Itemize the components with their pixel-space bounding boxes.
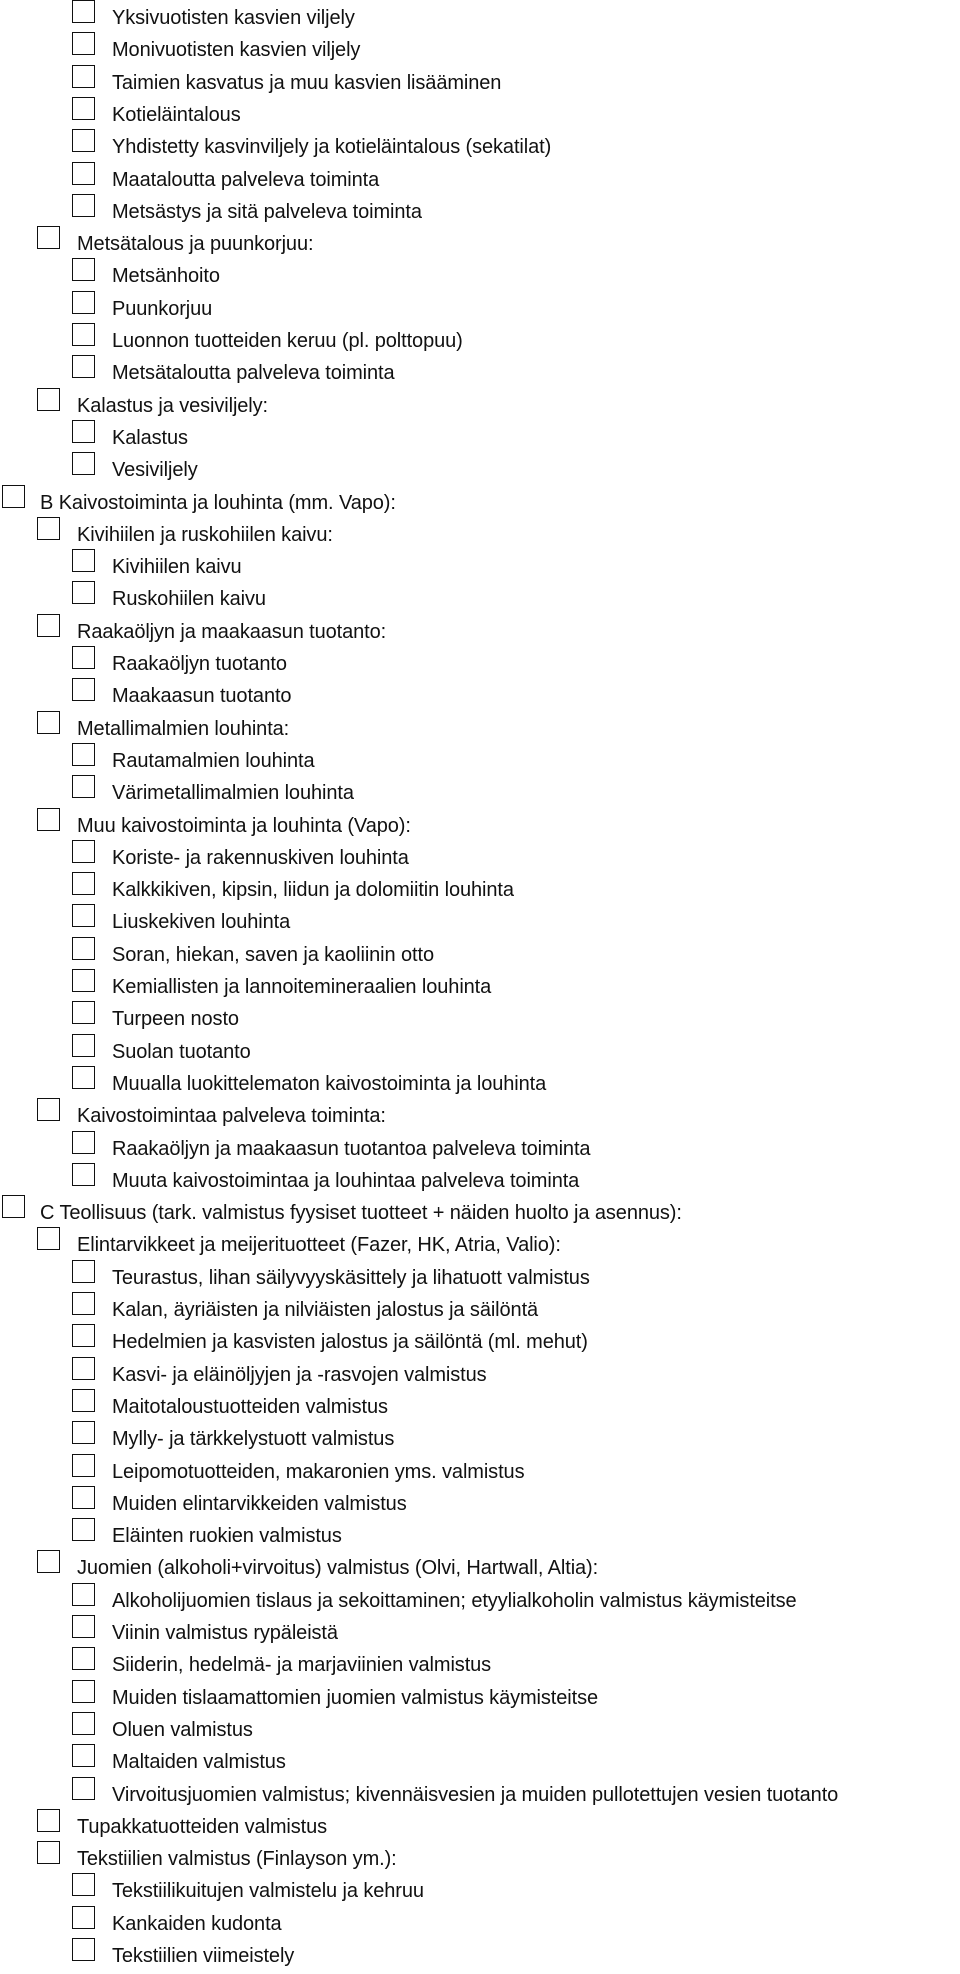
- checklist-item-label: Koriste- ja rakennuskiven louhinta: [112, 846, 409, 869]
- checklist-item[interactable]: [0, 1001, 960, 1031]
- checkbox[interactable]: [72, 1421, 95, 1444]
- checklist-item-label: Metsänhoito: [112, 265, 220, 288]
- checklist-item[interactable]: [0, 420, 960, 450]
- checkbox[interactable]: [72, 937, 95, 960]
- checklist-item[interactable]: [0, 840, 960, 870]
- checklist-item-label: Raakaöljyn ja maakaasun tuotantoa palveleva toiminta: [112, 1137, 591, 1160]
- checklist-item[interactable]: [0, 1777, 960, 1807]
- checklist-item-label: Kotieläintalous: [112, 103, 241, 126]
- checkbox[interactable]: [72, 1680, 95, 1703]
- checklist-item-label: Taimien kasvatus ja muu kasvien lisääminen: [112, 71, 502, 94]
- checklist-item-label: Tekstiilikuitujen valmistelu ja kehruu: [112, 1880, 424, 1903]
- checkbox[interactable]: [72, 1712, 95, 1735]
- checkbox[interactable]: [72, 420, 95, 443]
- checklist-item[interactable]: [0, 581, 960, 611]
- checklist-item[interactable]: [0, 452, 960, 482]
- checklist-item-label: Maitotaloustuotteiden valmistus: [112, 1395, 388, 1418]
- checklist-item-label: Alkoholijuomien tislaus ja sekoittaminen; etyylialkoholin valmistus käymisteitse: [112, 1589, 797, 1612]
- checklist-item[interactable]: [0, 1583, 960, 1613]
- checklist-item-label: Juomien (alkoholi+virvoitus) valmistus (Olvi, Hartwall, Altia):: [77, 1557, 599, 1580]
- checkbox[interactable]: [72, 452, 95, 475]
- checkbox[interactable]: [37, 1227, 60, 1250]
- checkbox[interactable]: [72, 162, 95, 185]
- checklist-item[interactable]: [0, 872, 960, 902]
- checklist-item[interactable]: [0, 1518, 960, 1548]
- checklist-item[interactable]: [0, 775, 960, 805]
- checklist-item-label: Soran, hiekan, saven ja kaoliinin otto: [112, 943, 434, 966]
- checkbox[interactable]: [72, 1938, 95, 1961]
- checkbox[interactable]: [72, 1647, 95, 1670]
- checklist-item-label: Kemiallisten ja lannoitemineraalien louhinta: [112, 976, 492, 998]
- checklist-item-label: Maataloutta palveleva toiminta: [112, 168, 380, 191]
- checkbox[interactable]: [72, 1906, 95, 1929]
- checkbox[interactable]: [72, 323, 95, 346]
- checklist-item-label: Elintarvikkeet ja meijerituotteet (Fazer, HK, Atria, Valio):: [77, 1234, 561, 1257]
- checkbox[interactable]: [72, 1163, 95, 1186]
- checklist-item-label: Kalastus: [112, 426, 188, 449]
- checkbox[interactable]: [72, 1001, 95, 1024]
- checklist-item[interactable]: [0, 1421, 960, 1451]
- checklist-item[interactable]: [0, 1195, 960, 1225]
- checklist-item-label: Kankaiden kudonta: [112, 1912, 282, 1935]
- checkbox[interactable]: [72, 1292, 95, 1315]
- checklist-item[interactable]: [0, 323, 960, 353]
- checklist-item-label: Tekstiilien viimeistely: [112, 1945, 295, 1967]
- checkbox[interactable]: [72, 291, 95, 314]
- checkbox[interactable]: [72, 840, 95, 863]
- checklist-item-label: Mylly- ja tärkkelystuott valmistus: [112, 1428, 395, 1451]
- checklist-item-label: Viinin valmistus rypäleistä: [112, 1622, 338, 1644]
- checklist-item-label: Rautamalmien louhinta: [112, 749, 315, 772]
- checklist-item-label: Vesiviljely: [112, 459, 198, 482]
- checklist-item[interactable]: [0, 485, 960, 515]
- checklist-item-label: Metsätaloutta palveleva toiminta: [112, 362, 395, 385]
- checkbox[interactable]: [37, 1550, 60, 1573]
- checklist-item[interactable]: [0, 291, 960, 321]
- checklist-item-label: C Teollisuus (tark. valmistus fyysiset tuotteet + näiden huolto ja asennus):: [40, 1202, 682, 1225]
- checkbox[interactable]: [72, 904, 95, 927]
- checklist-item-label: Kivihiilen kaivu: [112, 556, 242, 579]
- checklist-item-label: Turpeen nosto: [112, 1008, 239, 1031]
- checklist-item-label: Metsästys ja sitä palveleva toiminta: [112, 200, 422, 223]
- checklist-item[interactable]: [0, 1486, 960, 1516]
- checklist-item-label: Muiden elintarvikkeiden valmistus: [112, 1492, 407, 1515]
- checkbox[interactable]: [37, 1841, 60, 1864]
- checklist-item[interactable]: [0, 808, 960, 838]
- checklist-item-label: Oluen valmistus: [112, 1718, 253, 1741]
- checkbox[interactable]: [2, 485, 25, 508]
- checkbox[interactable]: [37, 614, 60, 637]
- checklist-item[interactable]: [0, 32, 960, 62]
- checklist-item[interactable]: [0, 969, 960, 999]
- checklist-item-label: B Kaivostoiminta ja louhinta (mm. Vapo):: [40, 491, 396, 514]
- checklist-item-label: Kasvi- ja eläinöljyjen ja -rasvojen valmistus: [112, 1363, 487, 1386]
- checkbox[interactable]: [72, 872, 95, 895]
- checkbox[interactable]: [72, 194, 95, 217]
- checkbox[interactable]: [72, 1873, 95, 1896]
- checkbox[interactable]: [72, 1454, 95, 1477]
- checklist-item[interactable]: [0, 1680, 960, 1710]
- checkbox[interactable]: [72, 1744, 95, 1767]
- checklist-item-label: Liuskekiven louhinta: [112, 911, 291, 934]
- checklist-item[interactable]: [0, 1260, 960, 1290]
- checklist-item[interactable]: [0, 904, 960, 934]
- checklist-item[interactable]: [0, 743, 960, 773]
- checkbox[interactable]: [72, 1034, 95, 1057]
- checklist-item[interactable]: [0, 614, 960, 644]
- checklist-item-label: Hedelmien ja kasvisten jalostus ja säilöntä (ml. mehut): [112, 1331, 588, 1354]
- checkbox[interactable]: [72, 1389, 95, 1412]
- checklist-item[interactable]: [0, 258, 960, 288]
- checkbox[interactable]: [2, 1195, 25, 1218]
- checklist-item-label: Raakaöljyn ja maakaasun tuotanto:: [77, 620, 387, 643]
- checkbox[interactable]: [72, 1486, 95, 1509]
- checklist-item[interactable]: [0, 646, 960, 676]
- checkbox[interactable]: [37, 226, 60, 249]
- checklist-item[interactable]: [0, 1034, 960, 1064]
- checklist-item[interactable]: [0, 937, 960, 967]
- checklist-item[interactable]: [0, 0, 960, 30]
- checklist-item-label: Monivuotisten kasvien viljely: [112, 39, 361, 62]
- checkbox[interactable]: [72, 549, 95, 572]
- checklist-item-label: Maakaasun tuotanto: [112, 685, 292, 708]
- checklist-item[interactable]: [0, 1131, 960, 1161]
- checklist-item-label: Siiderin, hedelmä- ja marjaviinien valmistus: [112, 1654, 492, 1677]
- checklist-item[interactable]: [0, 1938, 960, 1968]
- checklist-item[interactable]: [0, 1324, 960, 1354]
- checklist-item[interactable]: [0, 355, 960, 385]
- checkbox[interactable]: [37, 1809, 60, 1832]
- checkbox[interactable]: [72, 678, 95, 701]
- checkbox[interactable]: [72, 1131, 95, 1154]
- checkbox[interactable]: [72, 355, 95, 378]
- checklist-item[interactable]: [0, 194, 960, 224]
- checklist-item-label: Muiden tislaamattomien juomien valmistus käymisteitse: [112, 1686, 598, 1709]
- checklist-item-label: Suolan tuotanto: [112, 1040, 251, 1063]
- checkbox[interactable]: [72, 775, 95, 798]
- checklist-item[interactable]: [0, 1066, 960, 1096]
- checkbox[interactable]: [72, 258, 95, 281]
- checkbox[interactable]: [72, 1777, 95, 1800]
- checklist-item[interactable]: [0, 129, 960, 159]
- checkbox[interactable]: [72, 65, 95, 88]
- checkbox[interactable]: [72, 743, 95, 766]
- checkbox[interactable]: [37, 808, 60, 831]
- checklist-item[interactable]: [0, 1227, 960, 1257]
- checklist-item-label: Metallimalmien louhinta:: [77, 717, 290, 740]
- checkbox[interactable]: [72, 1324, 95, 1347]
- checklist-item-label: Yhdistetty kasvinviljely ja kotieläintalous (sekatilat): [112, 136, 552, 159]
- checklist-item[interactable]: [0, 1389, 960, 1419]
- checklist-item[interactable]: [0, 678, 960, 708]
- checklist-item[interactable]: [0, 1615, 960, 1645]
- checkbox[interactable]: [72, 1260, 95, 1283]
- checklist-item-label: Leipomotuotteiden, makaronien yms. valmistus: [112, 1460, 525, 1483]
- checklist-item[interactable]: [0, 549, 960, 579]
- checklist-item[interactable]: [0, 1841, 960, 1871]
- checkbox[interactable]: [72, 1518, 95, 1541]
- checklist-item[interactable]: [0, 517, 960, 547]
- checklist-item-label: Kaivostoimintaa palveleva toiminta:: [77, 1105, 386, 1128]
- checkbox[interactable]: [72, 1066, 95, 1089]
- checkbox[interactable]: [37, 1098, 60, 1121]
- checklist-item-label: Raakaöljyn tuotanto: [112, 653, 287, 675]
- checklist-item[interactable]: [0, 1163, 960, 1193]
- checklist-item-label: Yksivuotisten kasvien viljely: [112, 7, 355, 29]
- checklist-item[interactable]: [0, 1809, 960, 1839]
- checkbox[interactable]: [72, 581, 95, 604]
- checklist-item-label: Kalastus ja vesiviljely:: [77, 394, 269, 417]
- checklist-item[interactable]: [0, 65, 960, 95]
- checkbox[interactable]: [37, 711, 60, 734]
- checkbox[interactable]: [72, 32, 95, 55]
- checkbox[interactable]: [72, 0, 95, 23]
- checklist-item[interactable]: [0, 1292, 960, 1322]
- checklist-item-label: Virvoitusjuomien valmistus; kivennäisvesien ja muiden pullotettujen vesien tuotanto: [112, 1783, 839, 1806]
- checklist-item[interactable]: [0, 1550, 960, 1580]
- checklist-item[interactable]: [0, 1647, 960, 1677]
- checkbox[interactable]: [72, 129, 95, 152]
- checklist-item-label: Maltaiden valmistus: [112, 1751, 286, 1774]
- checkbox[interactable]: [72, 1615, 95, 1638]
- checklist-item[interactable]: [0, 711, 960, 741]
- checklist-item-label: Muuta kaivostoimintaa ja louhintaa palveleva toiminta: [112, 1169, 580, 1192]
- checklist-item[interactable]: [0, 1454, 960, 1484]
- checklist-item-label: Muu kaivostoiminta ja louhinta (Vapo):: [77, 814, 411, 837]
- checklist-item-label: Luonnon tuotteiden keruu (pl. polttopuu): [112, 330, 463, 352]
- checklist-item-label: Kalkkikiven, kipsin, liidun ja dolomiitin louhinta: [112, 879, 514, 902]
- checklist-item-label: Teurastus, lihan säilyvyyskäsittely ja lihatuott valmistus: [112, 1266, 590, 1289]
- checkbox[interactable]: [72, 969, 95, 992]
- checklist-item[interactable]: [0, 162, 960, 192]
- checklist-item-label: Tupakkatuotteiden valmistus: [77, 1815, 328, 1838]
- checklist-item-label: Kalan, äyriäisten ja nilviäisten jalostus ja säilöntä: [112, 1299, 539, 1321]
- checkbox[interactable]: [72, 646, 95, 669]
- checklist-item-label: Tekstiilien valmistus (Finlayson ym.):: [77, 1848, 397, 1871]
- checklist-item[interactable]: [0, 1906, 960, 1936]
- checklist-item-label: Ruskohiilen kaivu: [112, 588, 266, 611]
- checklist-item[interactable]: [0, 1712, 960, 1742]
- checklist-item[interactable]: [0, 97, 960, 127]
- checklist-item-label: Metsätalous ja puunkorjuu:: [77, 233, 314, 256]
- checkbox[interactable]: [37, 388, 60, 411]
- checklist-item[interactable]: [0, 388, 960, 418]
- checklist-item-label: Puunkorjuu: [112, 297, 213, 320]
- checkbox[interactable]: [37, 517, 60, 540]
- checklist-item-label: Värimetallimalmien louhinta: [112, 782, 354, 805]
- checkbox[interactable]: [72, 1583, 95, 1606]
- checklist-item[interactable]: [0, 1098, 960, 1128]
- checklist-item[interactable]: [0, 1357, 960, 1387]
- checkbox[interactable]: [72, 1357, 95, 1380]
- checklist-item[interactable]: [0, 1744, 960, 1774]
- checklist-item-label: Eläinten ruokien valmistus: [112, 1525, 342, 1548]
- checkbox[interactable]: [72, 97, 95, 120]
- checklist-item[interactable]: [0, 1873, 960, 1903]
- checklist-item-label: Kivihiilen ja ruskohiilen kaivu:: [77, 523, 333, 546]
- checklist-item[interactable]: [0, 226, 960, 256]
- checklist-item-label: Muualla luokittelematon kaivostoiminta ja louhinta: [112, 1072, 547, 1095]
